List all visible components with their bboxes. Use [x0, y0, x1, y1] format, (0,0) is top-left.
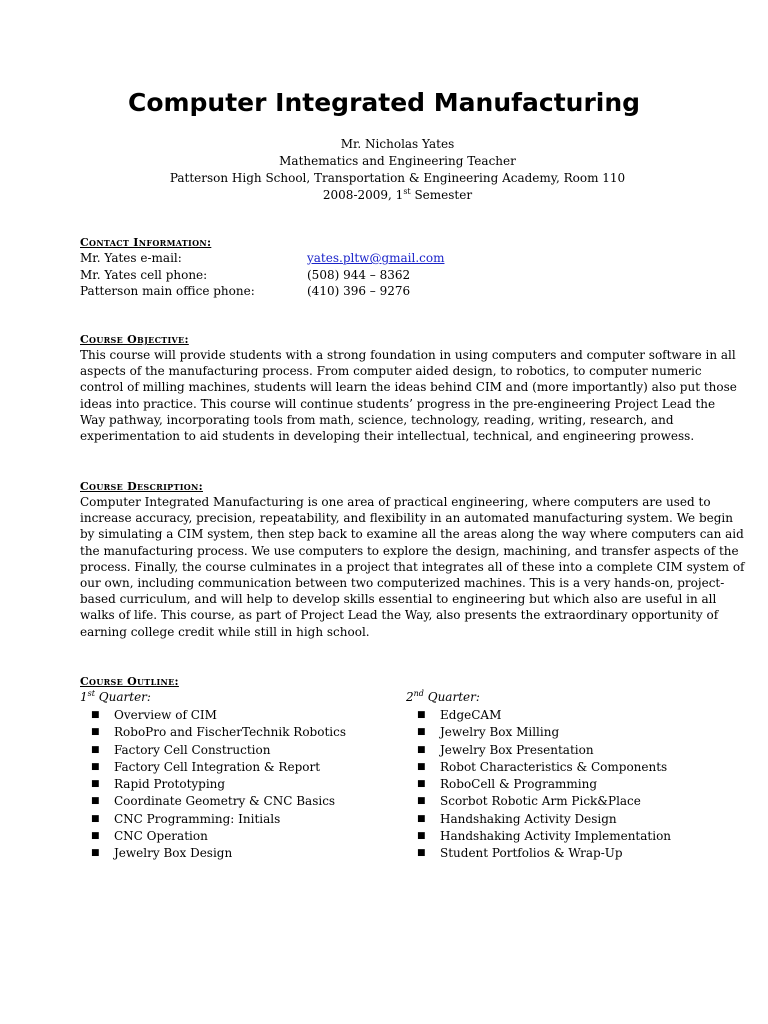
quarter-superscript: st [87, 689, 95, 698]
list-item-label: CNC Programming: Initials [114, 811, 281, 826]
teacher-role: Mathematics and Engineering Teacher [279, 154, 516, 168]
quarter-2-list [406, 707, 726, 863]
term-info [0, 187, 768, 204]
list-item [80, 793, 400, 810]
list-item [80, 811, 400, 828]
list-item-label: Robot Characteristics & Components [440, 759, 668, 774]
bullet-icon: ■ [417, 727, 426, 738]
list-item [80, 742, 400, 759]
list-item [406, 742, 726, 759]
list-item [80, 707, 400, 724]
list-item-label: EdgeCAM [440, 708, 502, 722]
paragraph-line: our own, including communication between two computerized machines. This is a very hands-on, project- [80, 576, 725, 591]
list-item-label: Scorbot Robotic Arm Pick&Place [440, 794, 641, 809]
quarter-label: Quarter: [423, 690, 480, 704]
list-item-label: Factory Cell Construction [114, 742, 271, 757]
paragraph-line: process. Finally, the course culminates in a project that integrates all of these into a complete CIM system of [80, 559, 745, 574]
paragraph-line: the manufacturing process. We use computers to explore the design, machining, and transfer aspects of the [80, 543, 739, 558]
bullet-icon: ■ [91, 796, 100, 807]
bullet-icon: ■ [91, 848, 100, 859]
objective-paragraph [80, 347, 737, 444]
quarter-1-heading [80, 689, 400, 707]
list-item-label: CNC Operation [114, 829, 208, 844]
list-item-label: RoboPro and FischerTechnik Robotics [114, 725, 346, 740]
bullet-icon: ■ [417, 831, 426, 842]
list-item-label: Handshaking Activity Design [440, 811, 617, 826]
paragraph-line: earning college credit while still in high school. [80, 624, 370, 639]
list-item [406, 811, 726, 828]
list-item-label: Student Portfolios & Wrap-Up [440, 846, 623, 861]
paragraph-line: This course will provide students with a strong foundation in using computers and computer software in all [80, 348, 736, 362]
outline-heading-wrap [80, 674, 720, 689]
list-item [80, 776, 400, 793]
bullet-icon: ■ [91, 831, 100, 842]
paragraph-line: experimentation to aid students in developing their intellectual, technical, and engineering prowess. [80, 429, 695, 444]
list-item-label: Jewelry Box Design [114, 846, 233, 861]
term-suffix: Semester [410, 188, 473, 202]
quarter-number: 2 [406, 690, 414, 704]
list-item-label: Handshaking Activity Implementation [440, 829, 672, 844]
contact-section [80, 235, 720, 300]
bullet-icon: ■ [417, 744, 426, 755]
list-item [406, 759, 726, 776]
list-item-label: Factory Cell Integration & Report [114, 759, 321, 774]
paragraph-line: increase accuracy, precision, repeatability, and flexibility in an automated manufacturing system. We begin [80, 511, 733, 526]
list-item [406, 828, 726, 845]
quarter-1-column [80, 689, 400, 863]
list-item [80, 828, 400, 845]
outline-heading: Course Outline: [80, 675, 179, 688]
email-link[interactable]: yates.pltw@gmail.com [307, 251, 445, 265]
paragraph-line: control of milling machines, students will learn the ideas behind CIM and (more importantly) also put those [80, 380, 737, 395]
list-item-label: Coordinate Geometry & CNC Basics [114, 794, 336, 809]
bullet-icon: ■ [417, 779, 426, 790]
paragraph-line: Computer Integrated Manufacturing is one area of practical engineering, where computers are used to [80, 495, 711, 509]
list-item [406, 793, 726, 810]
quarter-label: Quarter: [94, 690, 151, 704]
bullet-icon: ■ [417, 761, 426, 772]
paragraph-line: based curriculum, and will help to develop skills essential to engineering but which also are useful in all [80, 592, 717, 607]
bullet-icon: ■ [91, 744, 100, 755]
quarter-1-list [80, 707, 400, 863]
contact-value: (410) 396 – 9276 [307, 284, 411, 298]
objective-heading: Course Objective: [80, 333, 189, 346]
term-prefix: 2008-2009, 1 [322, 188, 404, 202]
contact-row-office [80, 283, 720, 300]
list-item-label: RoboCell & Programming [440, 777, 598, 792]
bullet-icon: ■ [417, 813, 426, 824]
bullet-icon: ■ [91, 727, 100, 738]
list-item [406, 776, 726, 793]
paragraph-line: Way pathway, incorporating tools from math, science, technology, reading, writing, research, and [80, 412, 674, 427]
contact-label: Mr. Yates e-mail: [80, 251, 182, 265]
list-item-label: Jewelry Box Milling [440, 725, 560, 740]
bullet-icon: ■ [417, 848, 426, 859]
contact-label: Mr. Yates cell phone: [80, 267, 208, 282]
objective-section [80, 332, 737, 444]
list-item [80, 724, 400, 741]
description-section [80, 479, 745, 640]
bullet-icon: ■ [417, 710, 426, 720]
document-title: Computer Integrated Manufacturing [127, 88, 641, 117]
quarter-2-heading [406, 689, 726, 707]
paragraph-line: ideas into practice. This course will continue students’ progress in the pre-engineering Project Lead the [80, 396, 716, 411]
quarter-number: 1 [80, 690, 88, 704]
bullet-icon: ■ [91, 710, 100, 720]
list-item-label: Overview of CIM [114, 708, 217, 722]
contact-value: (508) 944 – 8362 [307, 267, 411, 282]
bullet-icon: ■ [91, 779, 100, 790]
paragraph-line: walks of life. This course, as part of Project Lead the Way, also presents the extraordinary opportunity of [80, 608, 719, 623]
bullet-icon: ■ [417, 796, 426, 807]
list-item [406, 707, 726, 724]
description-paragraph [80, 494, 745, 640]
school-info: Patterson High School, Transportation & Engineering Academy, Room 110 [169, 171, 626, 185]
list-item [406, 724, 726, 741]
quarter-superscript: nd [413, 689, 424, 698]
description-heading: Course Description: [80, 480, 203, 493]
header-block [0, 136, 768, 204]
list-item [80, 759, 400, 776]
list-item [80, 845, 400, 862]
paragraph-line: aspects of the manufacturing process. From computer aided design, to robotics, to computer numeric [80, 364, 702, 379]
list-item [406, 845, 726, 862]
contact-row-cell [80, 267, 720, 284]
teacher-name: Mr. Nicholas Yates [340, 137, 455, 151]
paragraph-line: by simulating a CIM system, then step back to examine all the areas along the way where computers can aid [80, 527, 744, 542]
contact-heading: Contact Information: [80, 236, 212, 249]
quarter-2-column [406, 689, 726, 863]
contact-label: Patterson main office phone: [80, 284, 255, 298]
term-superscript: st [403, 187, 411, 196]
bullet-icon: ■ [91, 813, 100, 824]
list-item-label: Rapid Prototyping [114, 777, 226, 792]
list-item-label: Jewelry Box Presentation [440, 742, 594, 757]
contact-row-email [80, 250, 720, 267]
bullet-icon: ■ [91, 761, 100, 772]
